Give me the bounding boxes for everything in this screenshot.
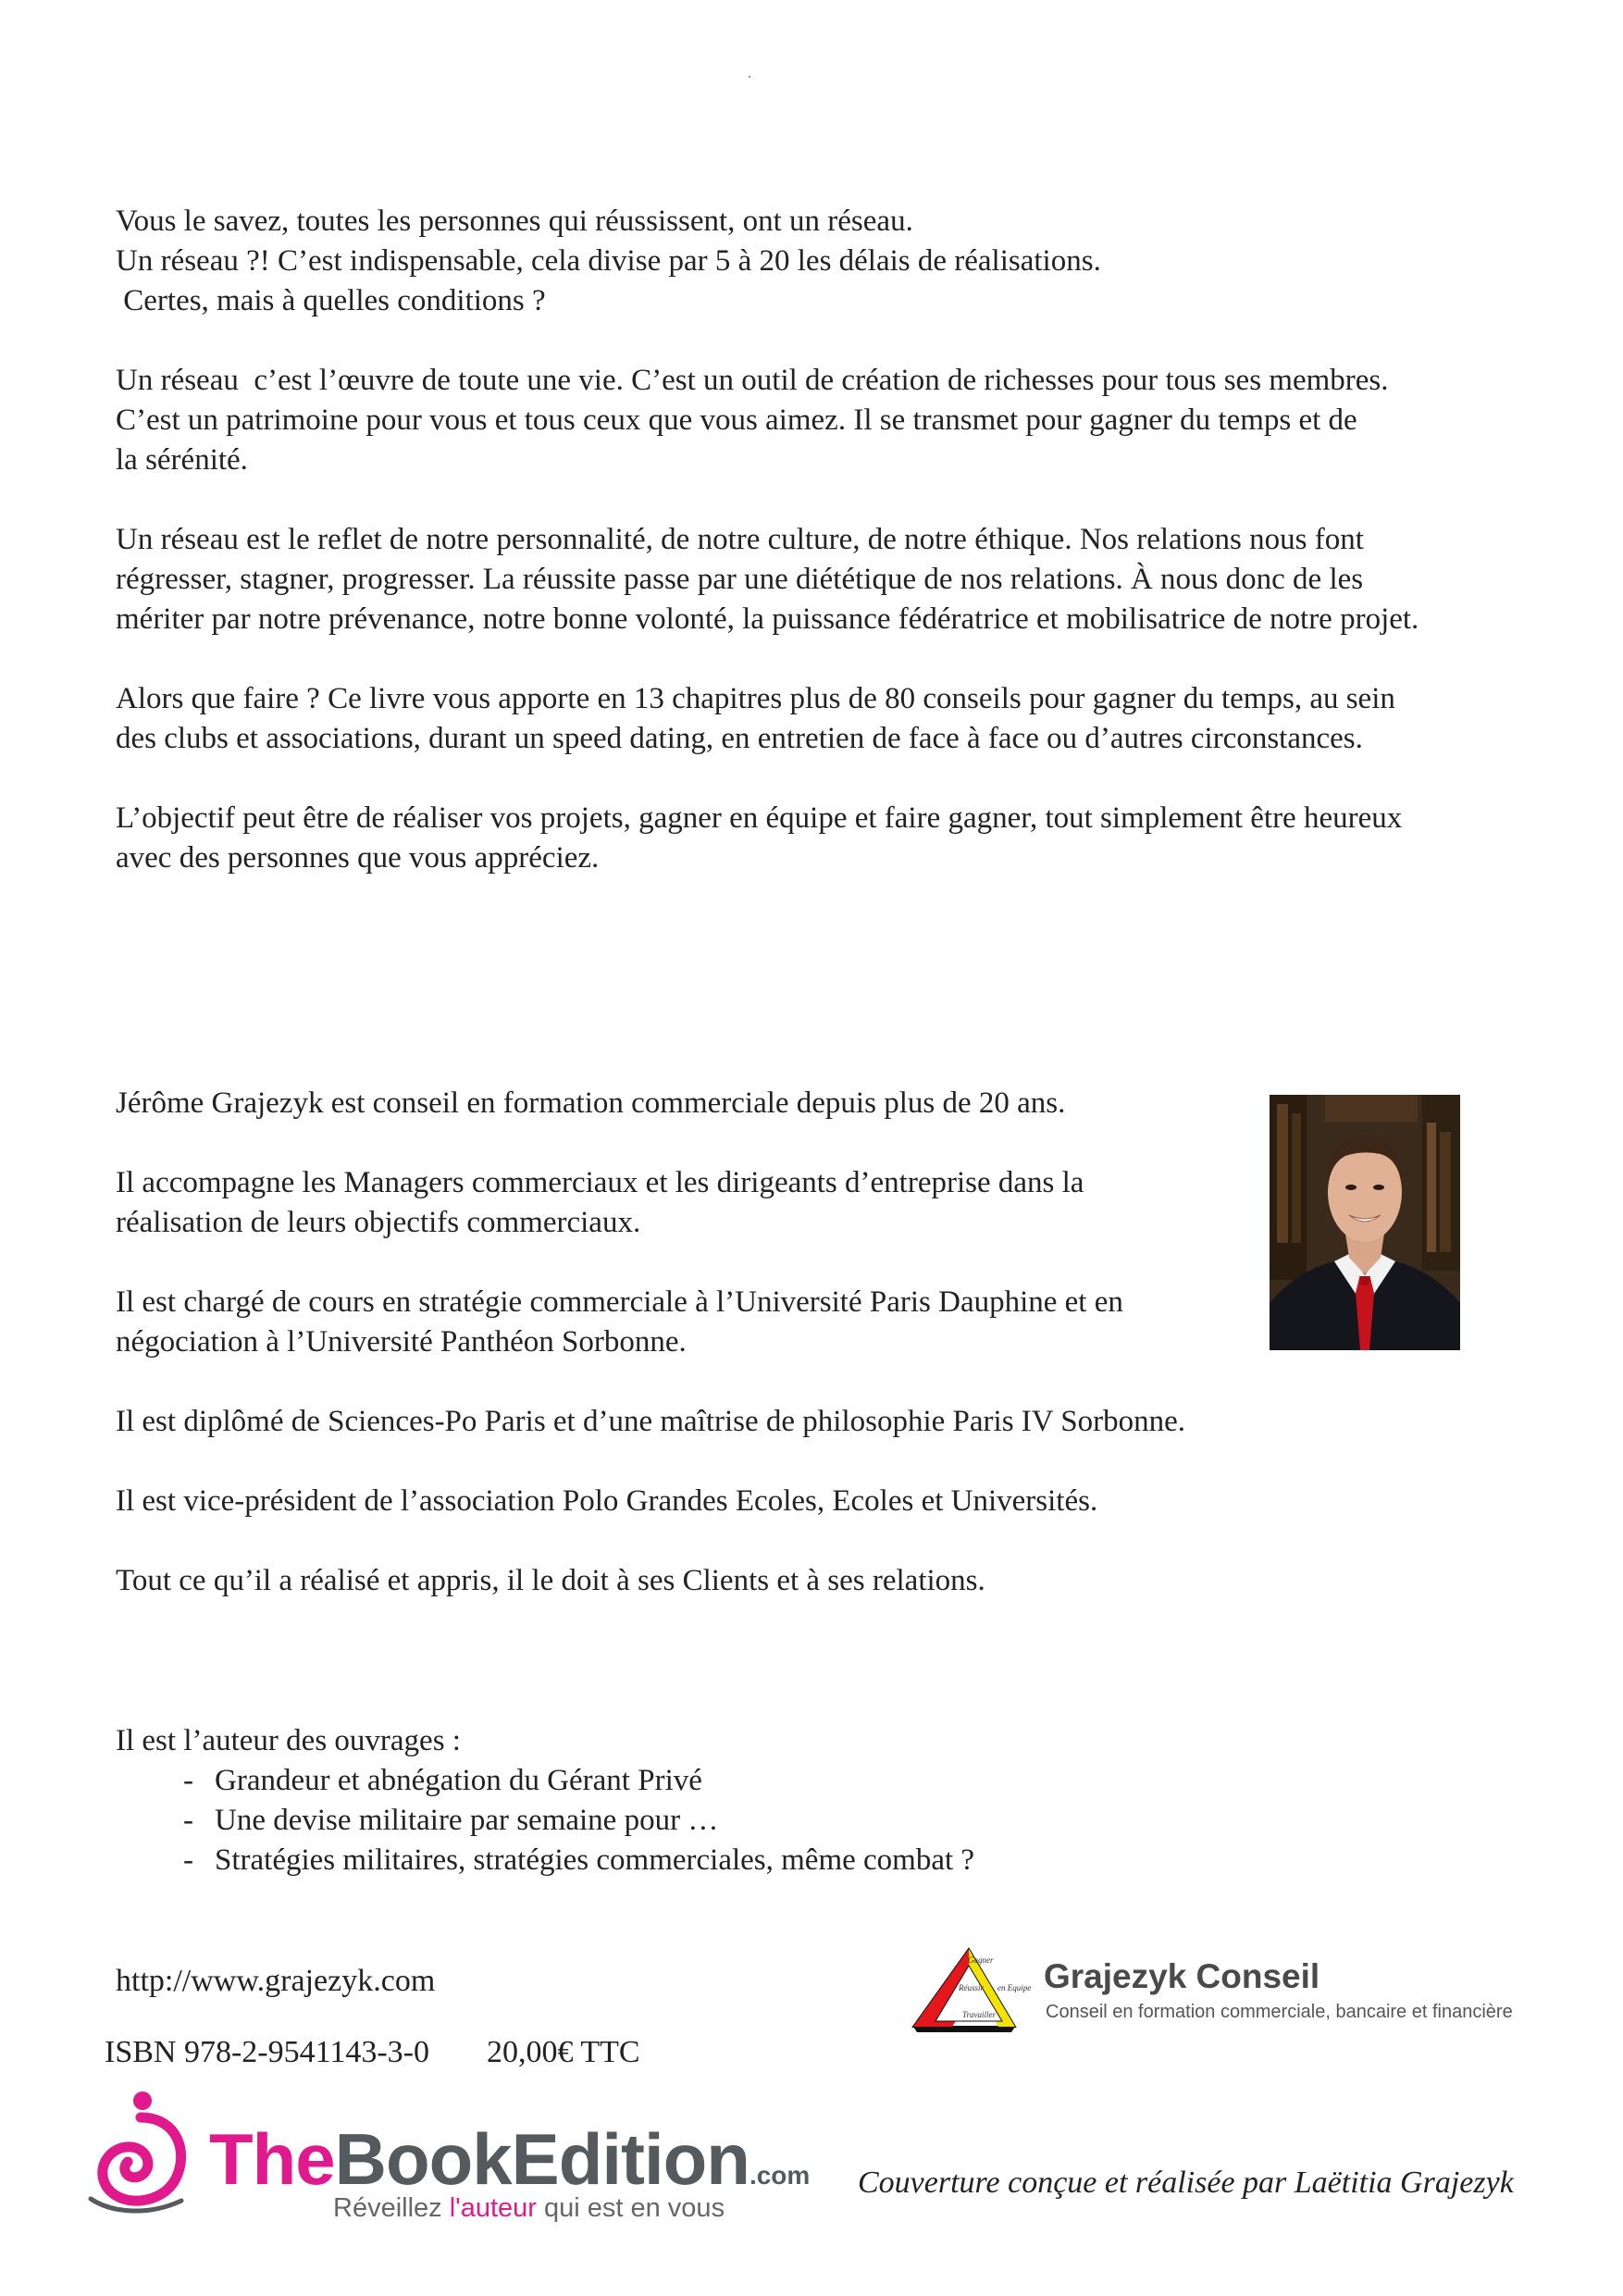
work-title: Une devise militaire par semaine pour … <box>215 1804 719 1837</box>
bio-line: Il est diplômé de Sciences-Po Paris et d’une maîtrise de philosophie Paris IV Sorbonne. <box>116 1405 1186 1438</box>
blurb-line: des clubs et associations, durant un speed dating, en entretien de face à face ou d’autres circonstances. <box>116 722 1363 755</box>
triangle-word: Travailler <box>962 2010 997 2019</box>
blurb-line: Alors que faire ? Ce livre vous apporte en 13 chapitres plus de 80 conseils pour gagner du temps, au sein <box>116 682 1395 715</box>
bio-paragraph <box>116 1482 1185 1521</box>
company-tagline: Conseil en formation commerciale, bancaire et financière <box>1046 2002 1513 2022</box>
blurb-paragraph <box>116 799 1419 878</box>
works-list-item <box>116 1841 974 1880</box>
publisher-swirl-icon <box>85 2090 196 2219</box>
blurb-line: C’est un patrimoine pour vous et tous ceux que vous aimez. Il se transmet pour gagner du temps et de <box>116 403 1357 437</box>
author-works <box>116 1721 974 1880</box>
blurb-paragraph <box>116 679 1419 759</box>
stray-mark <box>749 76 750 78</box>
author-photo <box>1270 1095 1460 1350</box>
triangle-word: Gagner <box>968 1955 994 1965</box>
back-cover-blurb <box>116 202 1419 878</box>
bio-paragraph <box>116 1163 1185 1243</box>
blurb-line: la sérénité. <box>116 443 248 477</box>
bio-line: réalisation de leurs objectifs commerciaux. <box>116 1206 641 1239</box>
isbn-price-row <box>105 2035 640 2070</box>
blurb-line: Certes, mais à quelles conditions ? <box>116 284 546 317</box>
blurb-paragraph <box>116 202 1419 321</box>
works-list-item <box>116 1801 974 1841</box>
price: 20,00€ TTC <box>487 2035 640 2069</box>
bio-line: Jérôme Grajezyk est conseil en formation commerciale depuis plus de 20 ans. <box>116 1086 1066 1120</box>
company-name: Grajezyk Conseil <box>1044 1957 1320 1995</box>
wordmark-the: The <box>209 2118 335 2200</box>
wordmark-dotcom: .com <box>749 2161 811 2190</box>
blurb-line: Un réseau est le reflet de notre personnalité, de notre culture, de notre éthique. Nos relations nous font <box>116 523 1364 556</box>
author-bio <box>116 1084 1185 1641</box>
list-dash: - <box>183 1764 193 1797</box>
blurb-paragraph <box>116 361 1419 480</box>
triangle-word: en Equipe <box>997 1983 1032 1992</box>
works-heading: Il est l’auteur des ouvrages : <box>116 1724 461 1757</box>
blurb-line: L’objectif peut être de réaliser vos projets, gagner en équipe et faire gagner, tout simplement être heureux <box>116 801 1403 835</box>
blurb-line: Vous le savez, toutes les personnes qui réussissent, ont un réseau. <box>116 205 913 238</box>
blurb-line: Un réseau ?! C’est indispensable, cela divise par 5 à 20 les délais de réalisations. <box>116 244 1101 278</box>
bio-paragraph <box>116 1283 1185 1362</box>
website-link[interactable]: http://www.grajezyk.com <box>116 1964 436 1998</box>
blurb-paragraph <box>116 520 1419 639</box>
bio-paragraph <box>116 1084 1185 1123</box>
list-dash: - <box>183 1804 193 1837</box>
blurb-line: régresser, stagner, progresser. La réussite passe par une diététique de nos relations. À nous donc de les <box>116 563 1364 596</box>
bio-paragraph <box>116 1561 1185 1601</box>
wordmark-book: Book <box>334 2118 512 2200</box>
blurb-line: Un réseau c’est l’œuvre de toute une vie. C’est un outil de création de richesses pour tous ses membres. <box>116 364 1389 397</box>
cover-credit: Couverture conçue et réalisée par Laëtitia Grajezyk <box>858 2166 1514 2200</box>
bio-line: Il accompagne les Managers commerciaux et les dirigeants d’entreprise dans la <box>116 1166 1084 1199</box>
bio-line: négociation à l’Université Panthéon Sorbonne. <box>116 1325 687 1359</box>
blurb-line: mériter par notre prévenance, notre bonne volonté, la puissance fédératrice et mobilisatrice de notre projet. <box>116 602 1419 636</box>
bio-paragraph <box>116 1402 1185 1442</box>
isbn-number: ISBN 978-2-9541143-3-0 <box>105 2035 429 2069</box>
triangle-word: Réussir <box>959 1983 984 1992</box>
publisher-slogan <box>333 2193 725 2224</box>
bio-line: Tout ce qu’il a réalisé et appris, il le doit à ses Clients et à ses relations. <box>116 1564 985 1597</box>
work-title: Stratégies militaires, stratégies commerciales, même combat ? <box>215 1843 975 1877</box>
work-title: Grandeur et abnégation du Gérant Privé <box>215 1764 702 1797</box>
works-list-item <box>116 1761 974 1801</box>
slogan-part: Réveillez <box>333 2193 450 2223</box>
slogan-highlight: l'auteur <box>449 2193 537 2223</box>
list-dash: - <box>183 1843 193 1877</box>
blurb-line: avec des personnes que vous appréciez. <box>116 841 600 875</box>
bio-line: Il est vice-président de l’association Polo Grandes Ecoles, Ecoles et Universités. <box>116 1484 1098 1518</box>
bio-line: Il est chargé de cours en stratégie commerciale à l’Université Paris Dauphine et en <box>116 1285 1123 1319</box>
slogan-part: qui est en vous <box>536 2193 725 2223</box>
wordmark-edition: Edition <box>511 2118 750 2200</box>
